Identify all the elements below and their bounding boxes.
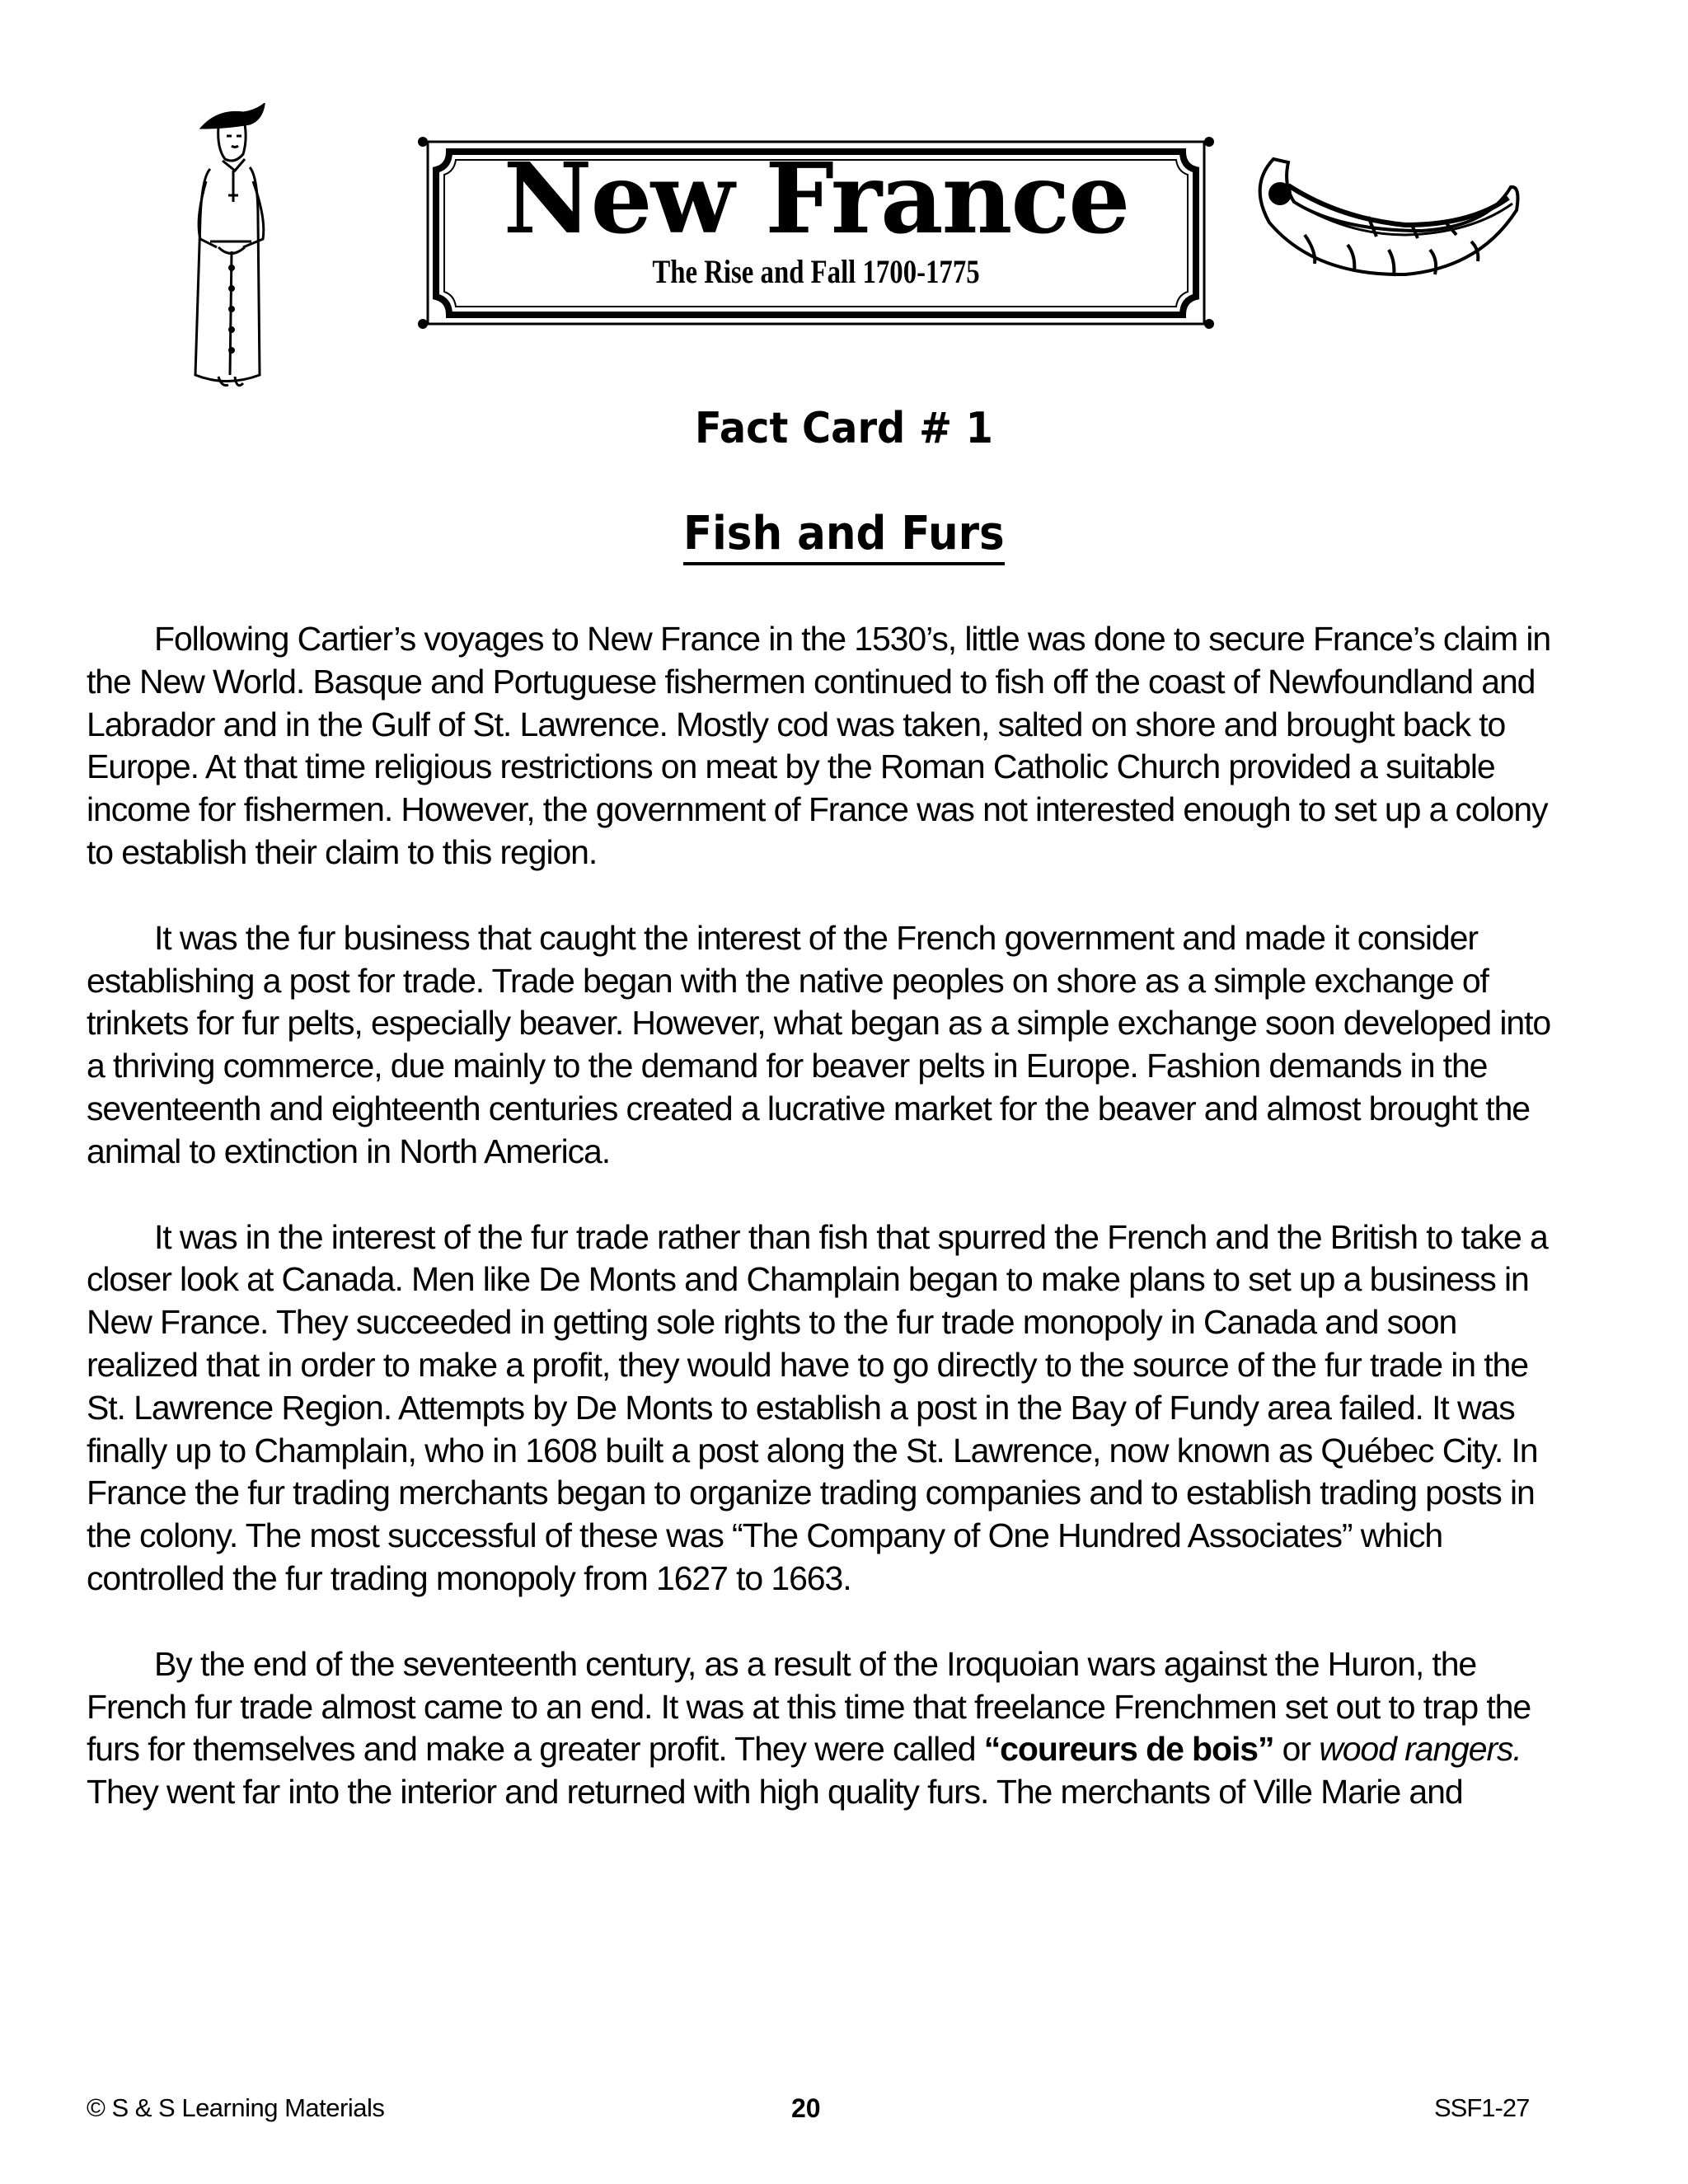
priest-figure-illustration (185, 103, 280, 391)
paragraph-text: or (1273, 1730, 1320, 1769)
title-banner (416, 132, 1216, 334)
fact-card-label: Fact Card # 1 (695, 404, 993, 453)
paragraph: It was in the interest of the fur trade rather than fish that spurred the French and the British to take a closer look at Canada. Men like De Monts and Champlain began to make plans to set up a business in New France. They succeeded in getting sole rights to the fur trade monopoly in Canada and soon realized that in order to make a profit, they would have to go directly to the source of the fur trade in the St. Lawrence Region. Attempts by De Monts to establish a post in the Bay of Fundy area failed. It was finally up to Champlain, who in 1608 built a post along the St. Lawrence, now known as Québec City. In France the fur trading merchants began to organize trading companies and to establish trading posts in the colony. The most successful of these was “The Company of One Hundred Associates” which controlled the fur trading monopoly from 1627 to 1663. (87, 1217, 1548, 1597)
italic-term: wood rangers. (1319, 1730, 1522, 1769)
bold-term: “coureurs de bois” (983, 1730, 1274, 1769)
paragraph: It was the fur business that caught the interest of the French government and made it consider establishing a post for trade. Trade began with the native peoples on shore as a simple exchange of trinkets for fur pelts, especially beaver. However, what began as a simple exchange soon developed into a thriving commerce, due mainly to the demand for beaver pelts in Europe. Fashion demands in the seventeenth and eighteenth centuries created a lucrative market for the beaver and almost brought the animal to extinction in North America. (87, 918, 1551, 1170)
topic-title-text: Fish and Furs (683, 507, 1005, 565)
footer-page-number: 20 (791, 2093, 821, 2123)
body-text (87, 618, 1562, 1857)
paragraph-text: By the end of the seventeenth century, as a result of the Iroquoian wars against the Huron, the French fur trade almost came to an end. It was at this time that freelance Frenchmen set out to trap the furs for themselves and make a greater profit. They were called (87, 1644, 1531, 1769)
paragraph: Following Cartier’s voyages to New France in the 1530’s, little was done to secure France’s claim in the New World. Basque and Portuguese fishermen continued to fish off the coast of Newfoundland and Labrador and in the Gulf of St. Lawrence. Mostly cod was taken, salted on shore and brought back to Europe. At that time religious restrictions on meat by the Roman Catholic Church provided a suitable income for fishermen. However, the government of France was not interested enough to set up a colony to establish their claim to this region. (87, 620, 1551, 871)
topic-title (0, 507, 1688, 565)
main-title: New France (503, 141, 1129, 255)
subtitle: The Rise and Fall 1700-1775 (652, 253, 980, 290)
paragraph (87, 1643, 1562, 1814)
paragraph-text: They went far into the interior and returned with high quality furs. The merchants of Ville Marie and (87, 1773, 1463, 1811)
footer-copyright: © S & S Learning Materials (87, 2093, 385, 2122)
footer-code: SSF1-27 (1434, 2093, 1530, 2122)
canoe-illustration (1240, 152, 1529, 284)
